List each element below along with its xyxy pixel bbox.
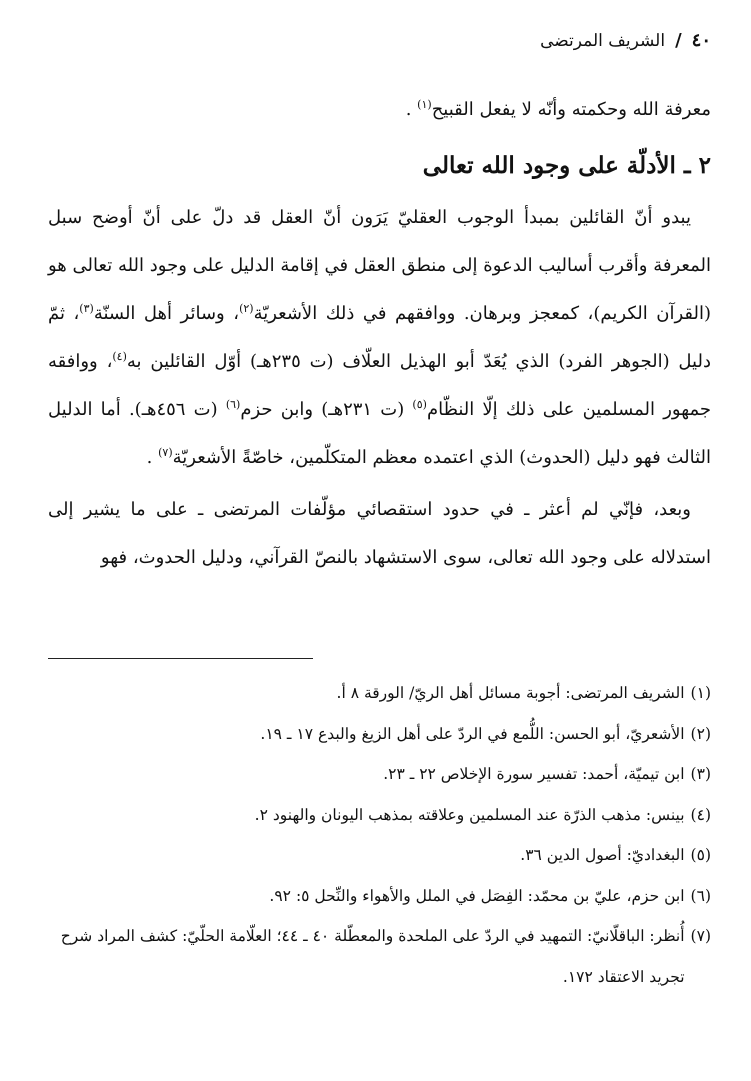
footnote	[48, 754, 711, 795]
footnote-number: (٢)	[690, 724, 711, 743]
intro-line	[48, 86, 711, 134]
footnote-text: الشريف المرتضى: أجوبة مسائل أهل الريّ/ الورقة ٨ أ.	[336, 684, 685, 702]
paragraph-1	[48, 194, 711, 482]
paragraph-2: وبعد، فإنّي لم أعثر ـ في حدود استقصائي مؤلّفات المرتضى ـ على ما يشير إلى استدلاله على وجود الله تعالى، سوى الاستشهاد بالنصّ القرآني، ودليل الحدوث، فهو	[48, 499, 711, 568]
section-heading: ٢ ـ الأدلّة على وجود الله تعالى	[422, 152, 711, 179]
footnote-ref-5: (٥)	[412, 398, 427, 411]
footnote-text: الأشعريّ، أبو الحسن: اللُّمع في الردّ على أهل الزيغ والبدع ١٧ ـ ١٩.	[260, 724, 685, 743]
p1-segment-3: ، ثمّ دليل (الجوهر الفرد) الذي يُعَدّ أبو الهذيل العلّاف (ت ٢٣٥هـ) أوّل القائلين به	[48, 303, 711, 372]
footnote	[48, 835, 711, 876]
p1-segment-7: .	[146, 447, 159, 468]
footnote	[48, 795, 711, 836]
footnote-text: بينس: مذهب الذرّة عند المسلمين وعلاقته بمذهب اليونان والهنود ٢.	[254, 805, 685, 824]
footnote-ref-7: (٧)	[158, 446, 173, 459]
header-separator: /	[675, 30, 682, 51]
footnote-ref-4: (٤)	[112, 350, 127, 363]
footnote-number: (٣)	[690, 765, 711, 783]
footnote	[48, 876, 711, 917]
footnote-text: أُنظر: الباقلّانيّ: التمهيد في الردّ على الملحدة والمعطّلة ٤٠ ـ ٤٤؛ العلّامة الحلّيّ: كشف المراد شرح تجريد الاعتقاد ١٧٢.	[60, 927, 685, 986]
footnote-divider-wrap	[48, 658, 711, 659]
p1-segment-6: (ت ٤٥٦هـ). أما الدليل الثالث فهو دليل (الحدوث) الذي اعتمده معظم المتكلّمين، خاصّةً الأشعريّة	[48, 399, 711, 468]
p1-segment-5: (ت ٢٣١هـ) وابن حزم	[240, 399, 413, 420]
intro-end: .	[405, 99, 418, 120]
intro-text: معرفة الله وحكمته وأنّه لا يفعل القبيح	[431, 99, 711, 120]
page-number: ٤٠	[691, 30, 711, 51]
p1-segment-4: ، ووافقه جمهور المسلمين على ذلك إلّا النظّام	[48, 351, 712, 420]
footnotes-list	[48, 673, 711, 997]
running-title: الشريف المرتضى	[540, 31, 666, 51]
footnote-number: (١)	[690, 684, 711, 702]
footnote	[48, 714, 711, 755]
footnote-ref-3: (٣)	[79, 302, 94, 315]
running-header	[48, 30, 711, 64]
footnote-number: (٤)	[690, 805, 711, 824]
main-text	[48, 86, 711, 582]
footnote-number: (٦)	[690, 886, 711, 905]
footnote-text: ابن حزم، عليّ بن محمّد: الفِصَل في الملل والأهواء والنِّحل ٥: ٩٢.	[269, 886, 685, 905]
p1-segment-2: ، وسائر أهل السنّة	[93, 303, 240, 324]
footnote-number: (٥)	[690, 846, 711, 864]
footnote	[48, 916, 711, 997]
footnote-text: ابن تيميّة، أحمد: تفسير سورة الإخلاص ٢٢ ـ ٢٣.	[383, 765, 685, 783]
footnote-ref-6: (٦)	[225, 398, 241, 411]
footnote-ref-1: (١)	[417, 98, 432, 111]
p1-segment-1: يبدو أنّ القائلين بمبدأ الوجوب العقليّ يَرَون أنّ العقل قد دلّ على أنّ أوضح سبل المعرفة وأقرب أساليب الدعوة إلى منطق العقل في إقامة الدليل على وجود الله تعالى هو (القرآن الكريم)، كمعجز وبرهان. ووافقهم في ذلك الأشعريّة	[48, 207, 711, 324]
footnote-divider	[48, 658, 313, 659]
footnote-ref-2: (٢)	[239, 302, 254, 315]
footnote	[48, 673, 711, 714]
footnote-text: البغداديّ: أصول الدين ٣٦.	[520, 846, 685, 864]
footnote-number: (٧)	[690, 927, 711, 945]
